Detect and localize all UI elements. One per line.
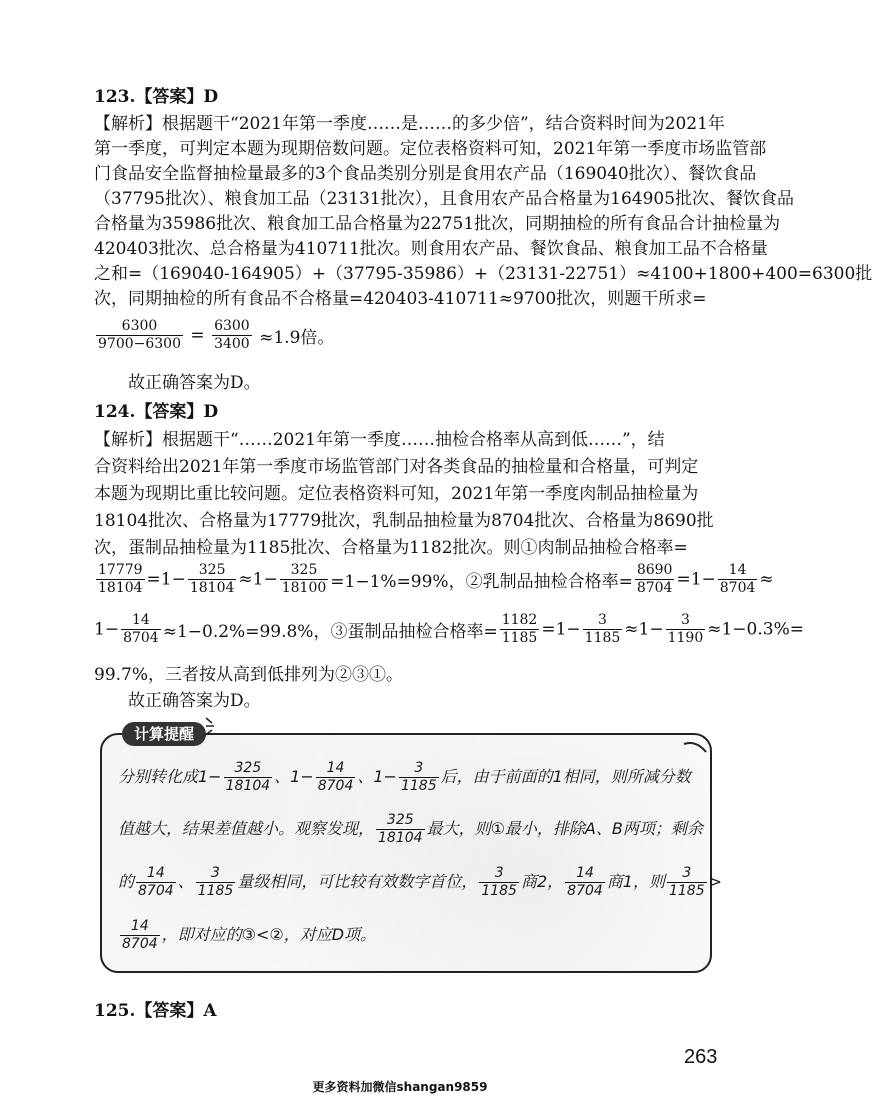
- fraction: $\frac{3}{1185}$: [481, 865, 517, 899]
- q124-answer-header: 124.【答案】D: [94, 402, 219, 422]
- q124-text-line: 次，蛋制品抽检量为1185批次、合格量为1182批次。则①肉制品抽检合格率=: [94, 538, 688, 558]
- fraction: $\frac{14}{8704}$: [122, 918, 158, 952]
- q125-answer-header: 125.【答案】A: [94, 1001, 217, 1021]
- highlight-rays-icon: [200, 716, 230, 740]
- fraction: $\frac{17779}{18104}$: [98, 562, 143, 596]
- fraction: $\frac{6300}{3400}$: [214, 318, 250, 352]
- fraction: $\frac{14}{8704}$: [138, 865, 174, 899]
- fraction: $\frac{1182}{1185}$: [501, 612, 538, 646]
- q124-math-row-1: $\frac{17779}{18104}$ =1− $\frac{325}{18104}$ ≈1− $\frac{325}{18100}$ =1−1%=99%，②乳制品抽检合格率= $\frac{8690}{8704}$ =1− $\frac{14}{8704}$ ≈: [98, 562, 774, 596]
- fraction: $\frac{3}{1185}$: [584, 612, 621, 646]
- q123-formula: $\frac{6300}{9700-6300}$ = $\frac{6300}{3400}$ ≈1.9倍。: [98, 318, 335, 352]
- fraction: $\frac{325}{18100}$: [281, 562, 327, 596]
- q124-conclusion: 故正确答案为D。: [128, 691, 261, 711]
- fraction: $\frac{14}{8704}$: [567, 865, 603, 899]
- q123-text-line: （37795批次）、粮食加工品（23131批次），且食用农产品合格量为164905批次、餐饮食品: [94, 189, 795, 209]
- fraction: $\frac{14}{8704}$: [317, 760, 354, 794]
- fraction: $\frac{6300}{9700-6300}$: [98, 318, 181, 352]
- q123-text-line: 第一季度，可判定本题为现期倍数问题。定位表格资料可知，2021年第一季度市场监管部: [94, 139, 767, 159]
- q123-answer-header: 123.【答案】D: [94, 87, 219, 107]
- fraction: $\frac{14}{8704}$: [123, 612, 159, 646]
- fraction: $\frac{3}{1185}$: [197, 865, 234, 899]
- q123-text-line: 次，同期抽检的所有食品不合格量=420403-410711≈9700批次，则题干所求=: [94, 289, 707, 309]
- tip-row-2: 值越大，结果差值越小。观察发现， $\frac{325}{18104}$ 最大，则①最小，排除A、B两项；剩余: [118, 812, 703, 846]
- q123-text-line: 【解析】根据题干“2021年第一季度……是……的多少倍”，结合资料时间为2021年: [94, 114, 725, 134]
- q124-text-line: 18104批次、合格量为17779批次，乳制品抽检量为8704批次、合格量为8690批: [94, 511, 714, 531]
- q123-text-line: 合格量为35986批次、粮食加工品合格量为22751批次，同期抽检的所有食品合计抽检量为: [94, 214, 781, 234]
- fraction: $\frac{8690}{8704}$: [636, 562, 673, 596]
- q123-conclusion: 故正确答案为D。: [128, 373, 261, 393]
- fraction: $\frac{325}{18104}$: [225, 760, 271, 794]
- fraction: $\frac{3}{1185}$: [668, 865, 705, 899]
- tip-row-3: 的 $\frac{14}{8704}$ 、 $\frac{3}{1185}$ 量级相同，可比较有效数字首位， $\frac{3}{1185}$ 商2， $\frac{14}{8704}$ 商1，则 $\frac{3}{1185}$ >: [118, 865, 723, 899]
- q124-tail: 99.7%，三者按从高到低排列为②③①。: [94, 665, 404, 685]
- tip-row-4: $\frac{14}{8704}$ ，即对应的③<②，对应D项。: [122, 918, 377, 952]
- fraction: $\frac{3}{1190}$: [667, 612, 704, 646]
- corner-swoosh-icon: [682, 740, 708, 754]
- q123-text-line: 门食品安全监督抽检量最多的3个食品类别分别是食用农产品（169040批次）、餐饮食品: [94, 164, 757, 184]
- q123-text-line: 420403批次、总合格量为410711批次。则食用农产品、餐饮食品、粮食加工品不合格量: [94, 239, 768, 259]
- q124-text-line: 合资料给出2021年第一季度市场监管部门对各类食品的抽检量和合格量，可判定: [94, 457, 699, 477]
- tip-label: 计算提醒: [122, 722, 206, 746]
- q123-text-line: 之和=（169040-164905）+（37795-35986）+（23131-22751）≈4100+1800+400=6300批: [94, 264, 872, 284]
- fraction: $\frac{14}{8704}$: [719, 562, 756, 596]
- fraction: $\frac{325}{18104}$: [189, 562, 235, 596]
- q124-text-line: 【解析】根据题干“……2021年第一季度……抽检合格率从高到低……”，结: [94, 430, 665, 450]
- page-number: 263: [684, 1046, 718, 1068]
- q124-math-row-2: 1− $\frac{14}{8704}$ ≈1−0.2%=99.8%，③蛋制品抽检合格率= $\frac{1182}{1185}$ =1− $\frac{3}{1185}$ ≈1− $\frac{3}{1190}$ ≈1−0.3%=: [94, 612, 804, 646]
- footer-note: 更多资料加微信shangan9859: [312, 1080, 488, 1094]
- fraction: $\frac{325}{18104}$: [378, 812, 423, 846]
- fraction: $\frac{3}{1185}$: [400, 760, 437, 794]
- tip-row-1: 分别转化成1− $\frac{325}{18104}$ 、1− $\frac{14}{8704}$ 、1− $\frac{3}{1185}$ 后，由于前面的1相同，则所减分数: [118, 760, 691, 794]
- q124-text-line: 本题为现期比重比较问题。定位表格资料可知，2021年第一季度肉制品抽检量为: [94, 484, 699, 504]
